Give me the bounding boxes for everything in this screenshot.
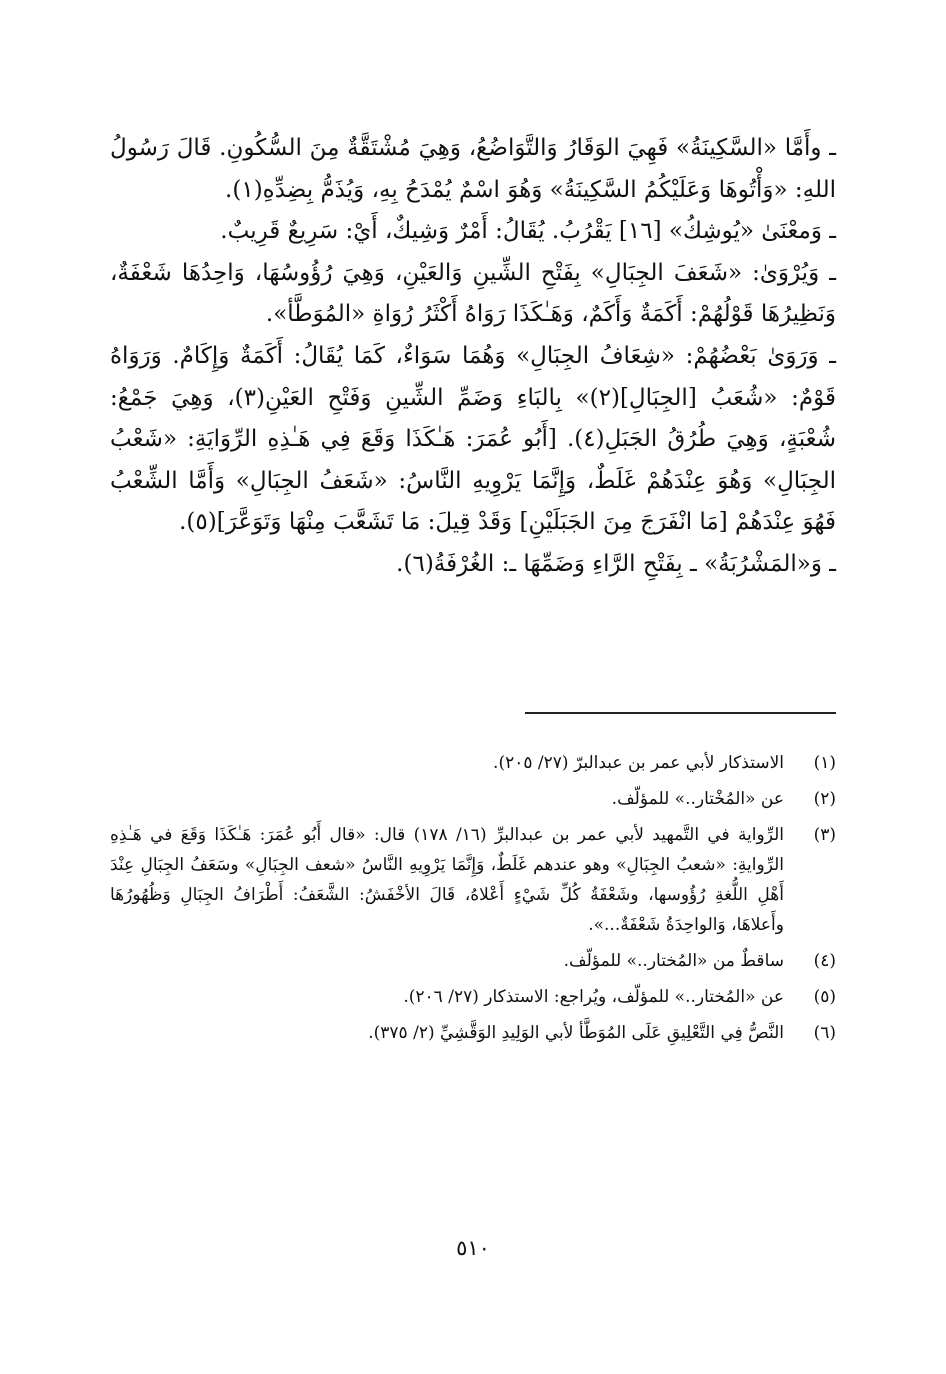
main-text [110, 128, 836, 586]
footnote-text: عن «المُخْتار..» للمؤلّف. [611, 789, 784, 809]
paragraph-mashraba: ـ وَ«المَشْرُبَةُ» ـ بِفَتْحِ الرَّاءِ وَضَمِّهَا ـ: الغُرْفَةُ(٦). [396, 550, 836, 577]
footnote-text: ساقطٌ من «المُختار..» للمؤلّف. [563, 951, 784, 971]
footnote-number: (٢) [813, 789, 836, 809]
footnote-number: (٤) [813, 951, 836, 971]
footnote-number: (٥) [813, 987, 836, 1007]
paragraph-yushik: ـ وَمعْنَىٰ «يُوشِكُ» [١٦] يَقْرُبُ. يُقَالُ: أَمْرٌ وَشِيكٌ، أَيْ: سَرِيعٌ قَرِيبٌ. [220, 218, 836, 245]
footnote-4 [110, 946, 836, 976]
footnote-2 [110, 784, 836, 814]
footnote-text: الرِّواية في التَّمهيد لأبي عمر بن عبدالبرِّ (١٦/ ١٧٨) قال: «قال أَبُو عُمَرَ: هَـٰكَذَا وَقَعَ في هَـٰذِهِ الرِّوايةِ: «شعبُ الجِبَالِ» وهو عندهم غَلَطٌ، وَإِنَّمَا يَرْوِيهِ النَّاسُ «شعف الجِبَالِ» وسَعَفُ الجِبَالِ عِنْدَ أَهْلِ اللُّغةِ رُؤُوسها، وشَعْفَةُ كُلِّ شَيْءٍ أَعْلاهُ، قَالَ الأخْفَشُ: الشَّعَفُ: أَطْرَافُ الجِبَالِ وَظُهُورُهَا وأَعلاهَا، وَالواحِدَةُ شَعْفَةٌ...». [110, 825, 785, 935]
footnote-separator [525, 712, 836, 714]
footnote-number: (١) [813, 753, 836, 773]
paragraph-shaaf: ـ وَيُرْوَىٰ: «شَعَفَ الجِبَالِ» بِفَتْحِ الشِّينِ وَالعَيْنِ، وَهِيَ رُؤُوسُهَا، وَاحِدُهَا شَعْفَةٌ، وَنَظِيرُهَا قَوْلُهُمْ: أَكَمَةٌ وَأَكَمٌ، وَهَـٰكَذَا رَوَاهُ أَكْثَرُ رُوَاةِ «المُوَطَّأ». [110, 259, 836, 328]
footnote-text: عن «المُختار..» للمؤلّف، ويُراجع: الاستذكار (٢٧/ ٢٠٦). [403, 987, 784, 1007]
footnote-number: (٦) [813, 1023, 836, 1043]
footnotes [110, 748, 836, 1054]
footnote-text: الاستذكار لأبي عمر بن عبدالبرّ (٢٧/ ٢٠٥). [493, 753, 784, 773]
paragraph-shiaf: ـ وَرَوَىٰ بَعْضُهُمْ: «شِعَافُ الجِبَالِ» وَهُمَا سَوَاءٌ، كَمَا يُقَالُ: أَكَمَةٌ وَإِكَامٌ. وَرَوَاهُ قَوْمٌ: «شُعَبُ [الجِبَالِ](٢)» بِالبَاءِ وَضَمِّ الشِّينِ وَفَتْحِ العَيْنِ(٣)، وَهِيَ جَمْعُ: شُعْبَةٍ، وَهِيَ طُرُقُ الجَبَلِ(٤). [أَبُو عُمَرَ: هَـٰكَذَا وَقَعَ فِي هَـٰذِهِ الرِّوَايَةِ: «شَعْبُ الجِبَالِ» وَهُوَ عِنْدَهُمْ غَلَطٌ، وَإِنَّمَا يَرْوِيهِ النَّاسُ: «شَعَفُ الجِبَالِ» وَأَمَّا الشِّعْبُ فَهُوَ عِنْدَهُمْ [مَا انْفَرَجَ مِنَ الجَبَلَيْنِ] وَقَدْ قِيلَ: مَا تَشَعَّبَ مِنْهَا وَتَوَعَّرَ](٥). [110, 342, 836, 536]
page-number: ٥١٠ [456, 1236, 490, 1260]
footnote-6 [110, 1018, 836, 1048]
footnote-1 [110, 748, 836, 778]
footnote-text: النَّصُّ فِي التَّعْلِيقِ عَلَى المُوَطَّأ لأبي الوَلِيدِ الوَقَّشِيِّ (٢/ ٣٧٥). [368, 1023, 784, 1043]
footnote-number: (٣) [813, 825, 836, 845]
paragraph-sakina: ـ وأَمَّا «السَّكِينَةُ» فَهِيَ الوَقَارُ وَالتَّوَاضُعُ، وَهِيَ مُشْتَقَّةٌ مِنَ السُّكُونِ. قَالَ رَسُولُ اللهِ: «وَأْتُوهَا وَعَلَيْكُمُ السَّكِينَةُ» وَهُوَ اسْمٌ يُمْدَحُ بِهِ، وَيُذَمُّ بِضِدِّهِ(١). [110, 135, 836, 203]
footnote-3 [110, 820, 836, 940]
footnote-5 [110, 982, 836, 1012]
